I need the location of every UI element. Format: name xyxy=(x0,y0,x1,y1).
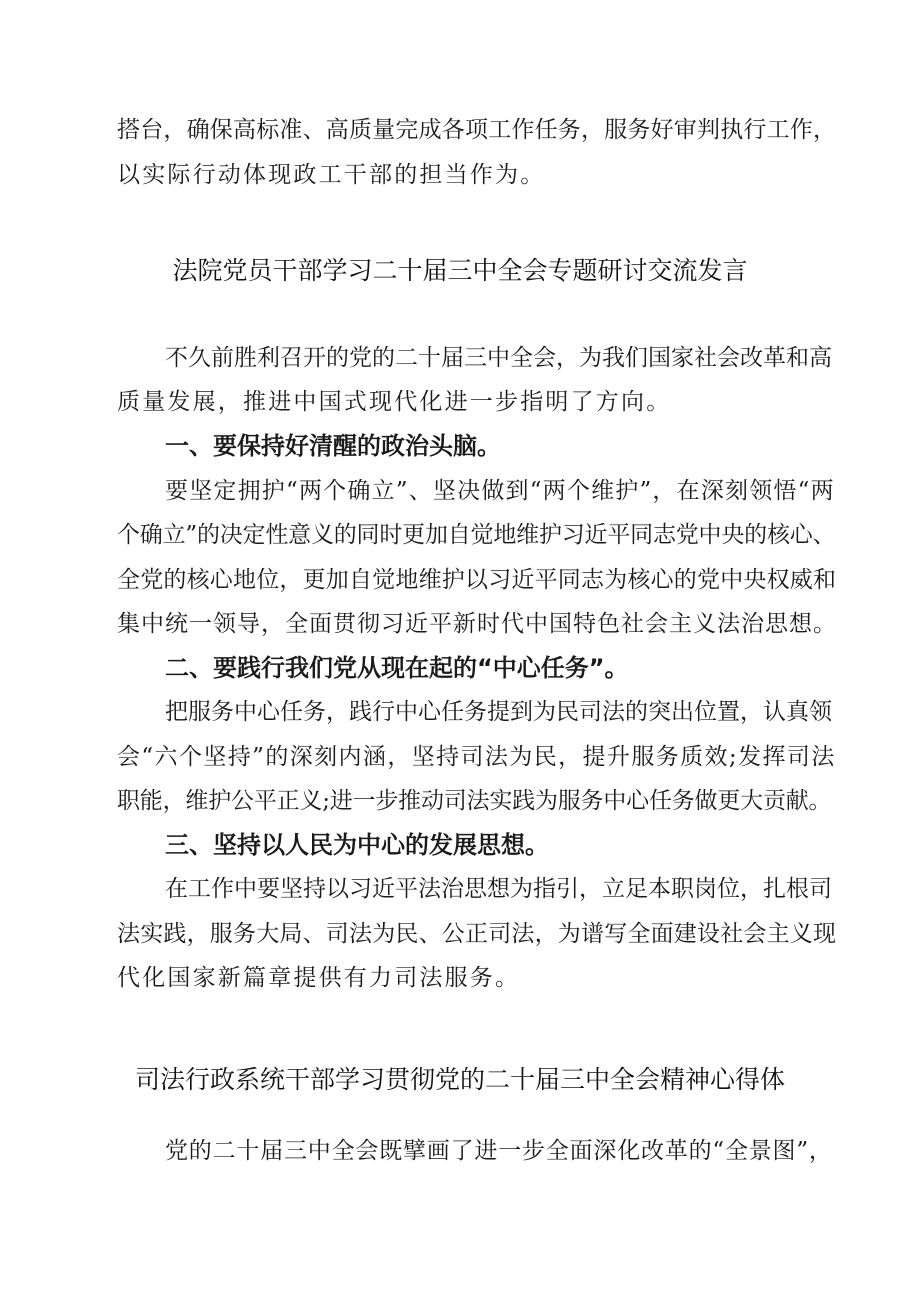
article1-lead-line-2: 质量发展，推进中国式现代化进一步指明了方向。 xyxy=(117,389,672,415)
section1-line-1: 要坚定拥护“两个确立”、坚决做到“两个维护”，在深刻领悟“两 xyxy=(165,478,835,504)
section3-line-3: 代化国家新篇章提供有力司法服务。 xyxy=(117,965,521,991)
section2-heading: 二、要践行我们党从现在起的“中心任务”。 xyxy=(165,654,629,682)
section2-line-2: 会“六个坚持”的深刻内涵，坚持司法为民，提升服务质效;发挥司法 xyxy=(117,744,836,770)
section1-line-4: 集中统一领导，全面贯彻习近平新时代中国特色社会主义法治思想。 xyxy=(117,611,837,637)
section1-heading: 一、要保持好清醒的政治头脑。 xyxy=(165,432,501,460)
article1-title: 法院党员干部学习二十届三中全会专题研讨交流发言 xyxy=(172,256,748,285)
section2-line-3: 职能，维护公平正义;进一步推动司法实践为服务中心任务做更大贡献。 xyxy=(117,788,832,814)
section2-line-1: 把服务中心任务，践行中心任务提到为民司法的突出位置，认真领 xyxy=(165,699,832,725)
section3-line-2: 法实践，服务大局、司法为民、公正司法，为谱写全面建设社会主义现 xyxy=(117,921,837,947)
article2-line-1: 党的二十届三中全会既擘画了进一步全面深化改革的“全景图”， xyxy=(165,1138,833,1164)
section1-line-3: 全党的核心地位，更加自觉地维护以习近平同志为核心的党中央权威和 xyxy=(117,567,837,593)
intro-line-2: 以实际行动体现政工干部的担当作为。 xyxy=(117,162,546,188)
section1-line-2: 个确立”的决定性意义的同时更加自觉地维护习近平同志党中央的核心、 xyxy=(117,522,836,548)
article2-title: 司法行政系统干部学习贯彻党的二十届三中全会精神心得体 xyxy=(134,1065,785,1094)
section3-heading: 三、坚持以人民为中心的发展思想。 xyxy=(165,831,549,859)
article1-lead-line-1: 不久前胜利召开的党的二十届三中全会，为我们国家社会改革和高 xyxy=(165,345,832,371)
section3-line-1: 在工作中要坚持以习近平法治思想为指引，立足本职岗位，扎根司 xyxy=(165,876,832,902)
intro-line-1: 搭台，确保高标准、高质量完成各项工作任务，服务好审判执行工作， xyxy=(117,117,837,143)
